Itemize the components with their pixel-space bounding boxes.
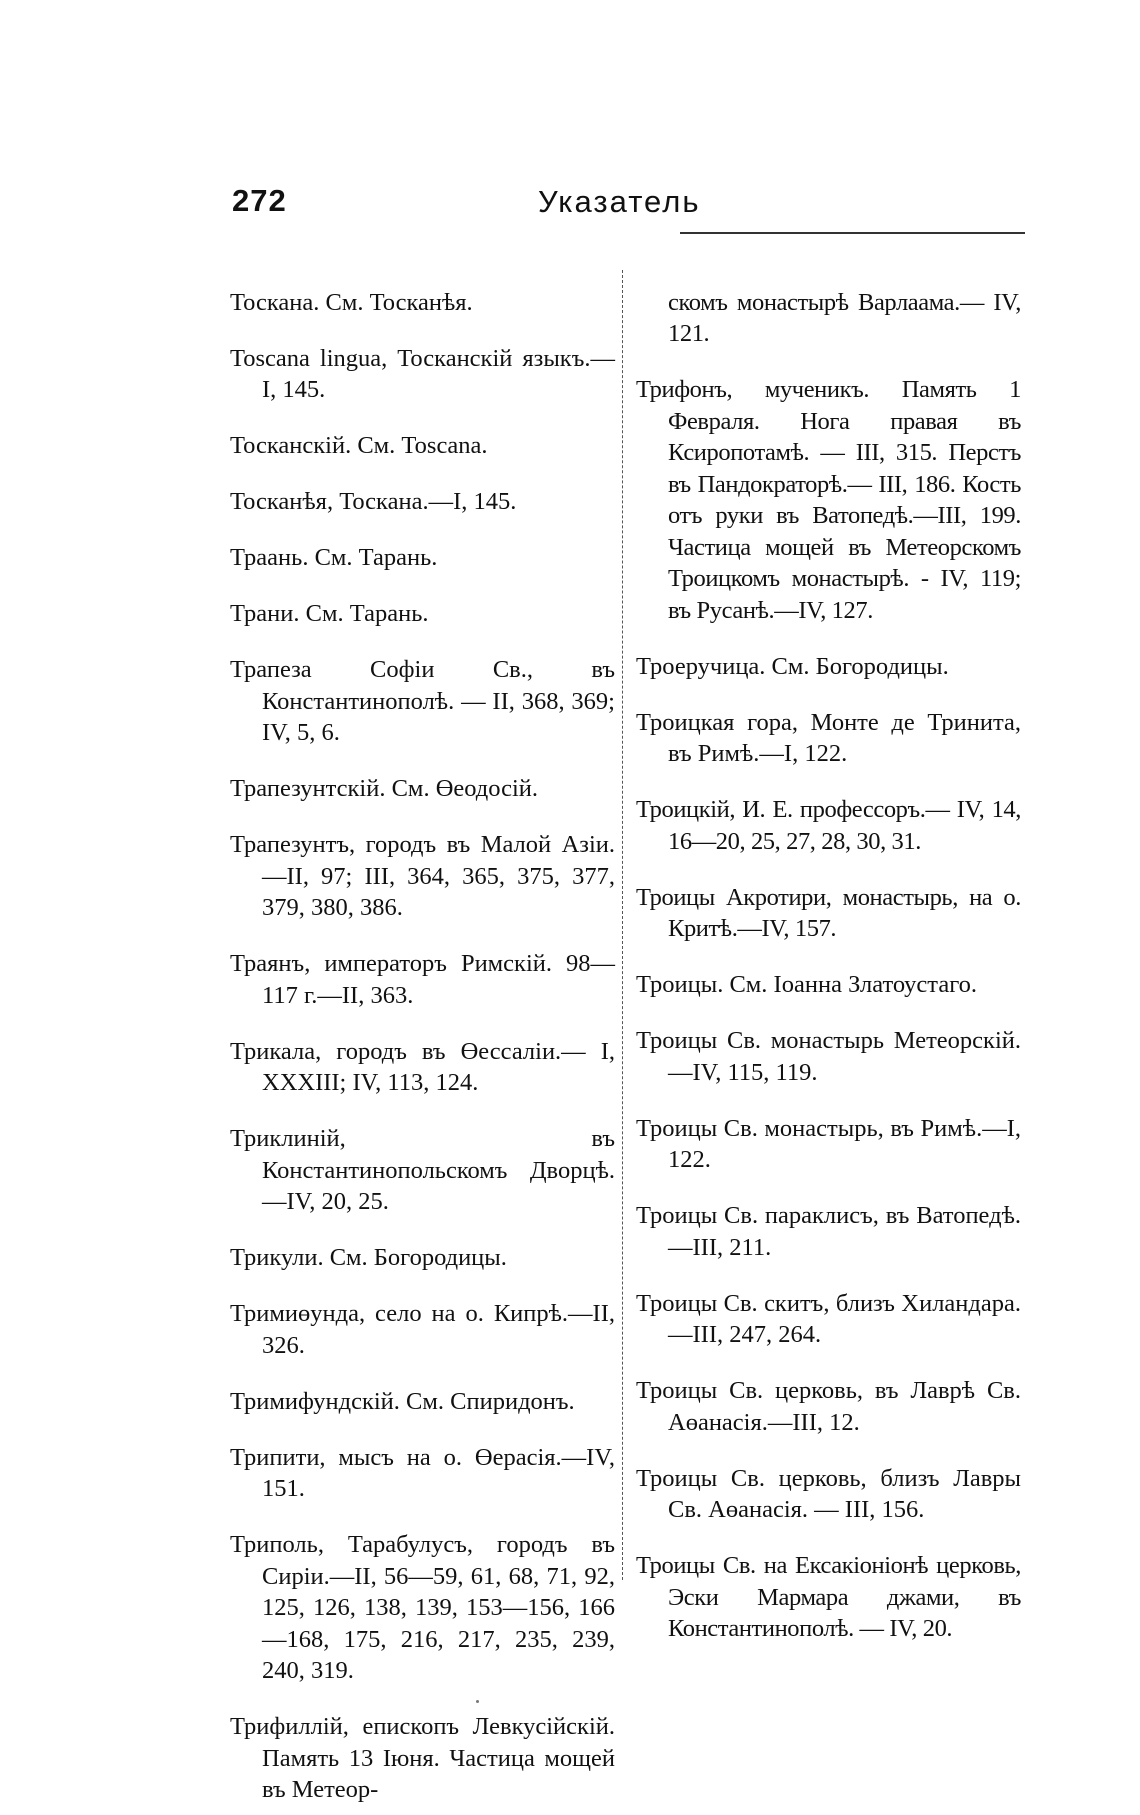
index-entry: Триклиній, въ Константинопольскомъ Дворцѣ.—IV, 20, 25. (230, 1125, 615, 1215)
running-head-title: Указатель (538, 184, 701, 219)
index-entry: Трикули. См. Богородицы. (230, 1244, 507, 1271)
index-entry: Троицы Св. скитъ, близъ Хиландара.—III, 247, 264. (636, 1289, 1021, 1348)
index-entry: Тосканѣя, Тоскана.—I, 145. (230, 488, 517, 515)
index-entry: Трифиллій, епископъ Левкусійскій. Память 13 Іюня. Частица мощей въ Метеор- (230, 1713, 615, 1803)
index-entry: Трапезунтъ, городъ въ Малой Азіи.—II, 97; III, 364, 365, 375, 377, 379, 380, 386. (230, 831, 615, 921)
index-entry: Трикала, городъ въ Өессаліи.— I, XXXIII; IV, 113, 124. (230, 1037, 615, 1096)
column-divider (622, 270, 623, 1580)
index-entry: Троицы Св. монастырь, въ Римѣ.—I, 122. (636, 1114, 1021, 1173)
index-entry: Трапезунтскій. См. Өеодосій. (230, 775, 539, 802)
index-entry: Троицы Св. монастырь Метеорскій.—IV, 115, 119. (636, 1027, 1021, 1086)
index-entry: Траянъ, императоръ Римскій. 98—117 г.—II, 363. (230, 950, 615, 1009)
page-number: 272 (232, 183, 287, 218)
index-entry: Тоскана. См. Тосканѣя. (230, 288, 473, 316)
index-entry: Троицы Акротири, монастырь, на о. Критѣ.—IV, 157. (636, 883, 1021, 942)
index-entry: Тримифундскій. См. Спиридонъ. (230, 1387, 575, 1415)
scan-speck (476, 1700, 479, 1703)
index-entry: Троицы Св. на Ексакіоніонѣ церковь, Эски Мармара джами, въ Константинополѣ. — IV, 20. (636, 1552, 1021, 1642)
left-column (230, 262, 615, 1812)
index-entry: Троицы. См. Іоанна Златоустаго. (636, 971, 978, 998)
index-entry: Траань. См. Тарань. (230, 544, 438, 571)
index-entry: Троеручица. См. Богородицы. (636, 652, 949, 680)
index-entry: Тримиөунда, село на о. Кипрѣ.—II, 326. (230, 1300, 615, 1359)
index-entry: Трани. См. Тарань. (230, 600, 429, 627)
index-entry: Трипити, мысъ на о. Өерасія.—IV, 151. (230, 1443, 615, 1502)
index-entry-continuation: скомъ монастырѣ Варлаама.— IV, 121. (668, 288, 1021, 347)
index-entry: Триполь, Тарабулусъ, городъ въ Сиріи.—II, 56—59, 61, 68, 71, 92, 125, 126, 138, 139, 153—156, 166—168, 175, 216, 217, 235, 239, 240, 319. (230, 1531, 615, 1684)
index-entry: Троицы Св. церковь, близъ Лавры Св. Аөанасія. — III, 156. (636, 1464, 1021, 1523)
index-entry: Трифонъ, мученикъ. Память 1 Февраля. Нога правая въ Ксиропотамѣ. — III, 315. Перстъ въ Пандократорѣ.— III, 186. Кость отъ руки въ Ватопедѣ.—III, 199. Частица мощей въ Метеорскомъ Троицкомъ монастырѣ. - IV, 119; въ Русанѣ.—IV, 127. (636, 376, 1021, 624)
index-entry: Toscana lingua, Тосканскій языкъ.—I, 145. (230, 344, 615, 403)
index-entry: Троицы Св. параклисъ, въ Ватопедѣ.—III, 211. (636, 1202, 1021, 1261)
right-column (636, 262, 1021, 1651)
index-entry: Тосканскій. См. Toscana. (230, 432, 488, 459)
header-rule (680, 232, 1025, 234)
index-entry: Троицкій, И. Е. профессоръ.— IV, 14, 16—20, 25, 27, 28, 30, 31. (636, 796, 1021, 855)
index-entry: Трапеза Софіи Св., въ Константинополѣ. — II, 368, 369; IV, 5, 6. (230, 656, 615, 746)
index-entry: Троицы Св. церковь, въ Лаврѣ Св. Аөанасія.—III, 12. (636, 1377, 1021, 1436)
index-entry: Троицкая гора, Монте де Тринита, въ Римѣ.—I, 122. (636, 708, 1021, 767)
